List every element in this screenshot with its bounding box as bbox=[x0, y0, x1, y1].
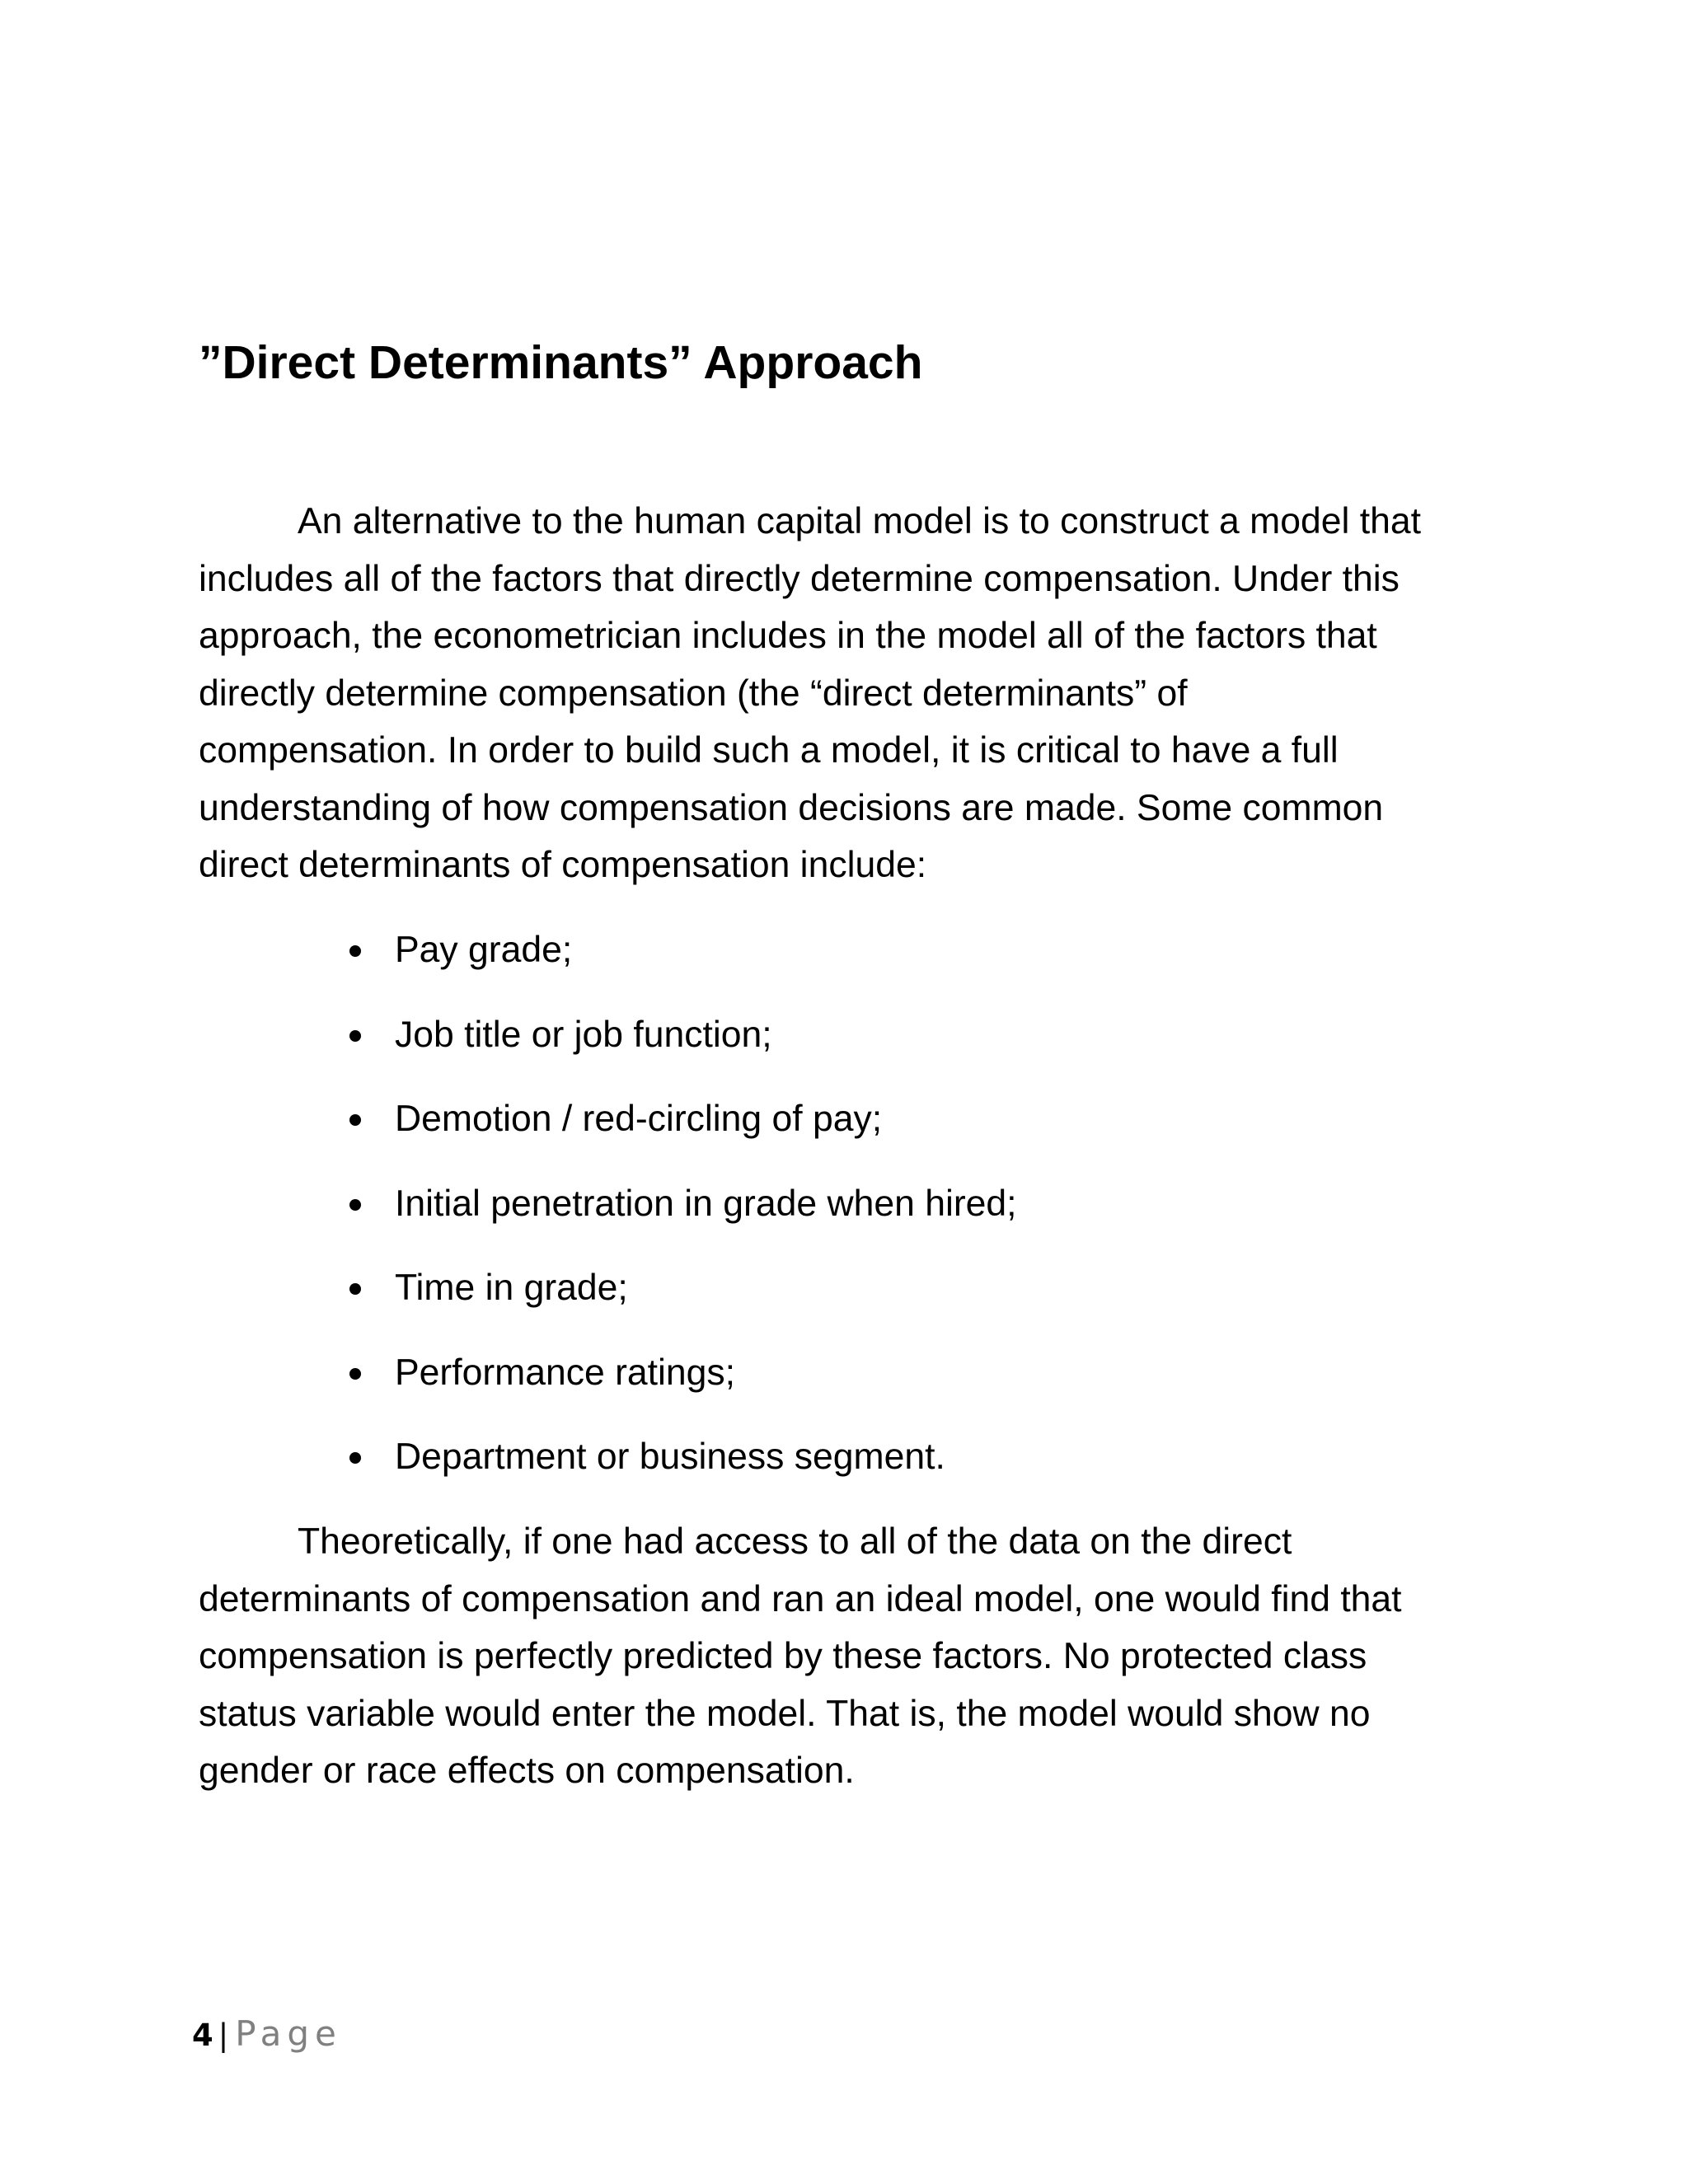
paragraph-line: determinants of compensation and ran an ideal model, one would find that bbox=[199, 1578, 1402, 1619]
bullet-icon bbox=[349, 1283, 361, 1295]
page-label: Page bbox=[235, 2013, 342, 2054]
paragraph-line: status variable would enter the model. That is, the model would show no bbox=[199, 1693, 1371, 1734]
page-number: 4 bbox=[192, 2018, 213, 2053]
bullet-icon bbox=[349, 1452, 361, 1464]
section-heading: ”Direct Determinants” Approach bbox=[199, 336, 923, 389]
paragraph-line: understanding of how compensation decisions are made. Some common bbox=[199, 787, 1384, 828]
page-footer bbox=[192, 2013, 342, 2054]
bullet-icon bbox=[349, 1199, 361, 1211]
list-item-text: Initial penetration in grade when hired; bbox=[395, 1183, 1017, 1224]
bullet-icon bbox=[349, 945, 361, 957]
paragraph-line: Theoretically, if one had access to all of the data on the direct bbox=[298, 1521, 1292, 1562]
paragraph-line: directly determine compensation (the “direct determinants” of bbox=[199, 673, 1188, 714]
bullet-icon bbox=[349, 1114, 361, 1126]
paragraph-line: includes all of the factors that directly determine compensation. Under this bbox=[199, 558, 1400, 599]
intro-paragraph bbox=[199, 493, 1534, 894]
paragraph-line: gender or race effects on compensation. bbox=[199, 1750, 855, 1791]
paragraph-line: An alternative to the human capital model is to construct a model that bbox=[298, 501, 1421, 541]
bullet-icon bbox=[349, 1030, 361, 1042]
paragraph-line: approach, the econometrician includes in the model all of the factors that bbox=[199, 616, 1377, 656]
list-item-text: Performance ratings; bbox=[395, 1352, 736, 1393]
list-item-text: Job title or job function; bbox=[395, 1014, 772, 1055]
bullet-icon bbox=[349, 1368, 361, 1380]
footer-separator: | bbox=[218, 2018, 229, 2053]
list-item-text: Demotion / red-circling of pay; bbox=[395, 1099, 883, 1139]
list-item-text: Department or business segment. bbox=[395, 1436, 945, 1477]
conclusion-paragraph bbox=[199, 1513, 1534, 1800]
list-item-text: Time in grade; bbox=[395, 1268, 628, 1308]
list-item-text: Pay grade; bbox=[395, 930, 573, 970]
paragraph-line: compensation is perfectly predicted by these factors. No protected class bbox=[199, 1636, 1367, 1676]
paragraph-line: compensation. In order to build such a model, it is critical to have a full bbox=[199, 730, 1339, 771]
paragraph-line: direct determinants of compensation include: bbox=[199, 845, 927, 885]
